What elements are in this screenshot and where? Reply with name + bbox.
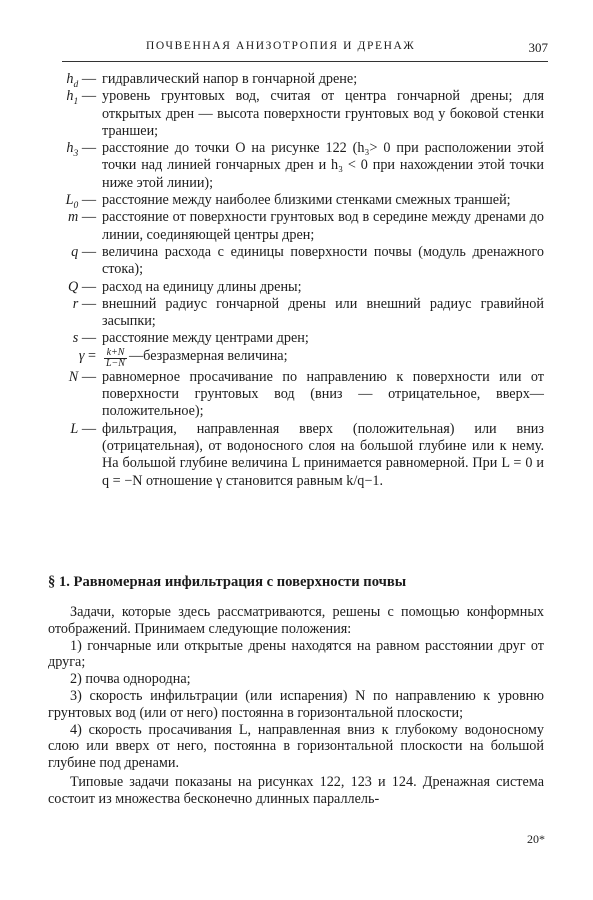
running-title: ПОЧВЕННАЯ АНИЗОТРОПИЯ И ДРЕНАЖ xyxy=(146,40,416,52)
definition-item xyxy=(44,140,544,192)
definition-item xyxy=(44,209,544,244)
definition-symbol: m — xyxy=(68,209,96,226)
definition-item xyxy=(44,296,544,331)
definition-text: уровень грунтовых вод, считая от центра гончарной дрены; для открытых дрен — высота поверхности грунтовых вод у боковой стенки траншеи; xyxy=(102,88,544,139)
definition-item xyxy=(44,71,544,88)
definition-symbol: r — xyxy=(72,295,96,312)
notation-list xyxy=(44,71,544,490)
definition-text: —безразмерная величина; xyxy=(128,347,288,364)
definition-item xyxy=(44,348,544,369)
definition-symbol: $h_3$ — xyxy=(66,140,96,160)
list-item: 1) гончарные или открытые дрены находятся на равном расстоянии друг от друга; xyxy=(48,637,544,671)
definition-item xyxy=(44,421,544,490)
definition-item xyxy=(44,330,544,347)
definition-item xyxy=(44,369,544,421)
definition-text: расстояние между центрами дрен; xyxy=(102,330,309,347)
definition-symbol: γ = xyxy=(78,347,96,364)
definition-text: расстояние до точки O на рисунке 122 (h₃> 0 при расположении этой точки над линией гончарных дрен и h₃ < 0 при нахождении этой точки ниже этой линии); xyxy=(102,140,544,191)
definition-symbol: N — xyxy=(68,368,96,385)
definition-symbol: q — xyxy=(71,243,96,260)
header-rule xyxy=(62,61,548,62)
section-heading: § 1. Равномерная инфильтрация с поверхности почвы xyxy=(48,574,407,590)
definition-text: внешний радиус гончарной дрены или внешний радиус гравийной засыпки; xyxy=(102,295,544,330)
running-head xyxy=(62,40,548,56)
definition-symbol: s — xyxy=(72,330,96,347)
definition-symbol: $L_0$ — xyxy=(65,192,96,211)
definition-item xyxy=(44,88,544,140)
body-text xyxy=(48,604,544,808)
definition-text: расстояние от поверхности грунтовых вод в середине между дренами до линии, соединяющей центры дрен; xyxy=(102,209,544,243)
list-item: 4) скорость просачивания L, направленная вниз к глубокому водоносному слою или вверх от него, постоянна в горизонтальной плоскости на большой глубине под дренами. xyxy=(48,721,544,772)
fraction: $\frac{k+N}{L-N}$ xyxy=(106,346,125,369)
definition-symbol: $h_d$ — xyxy=(66,71,96,90)
definition-item xyxy=(44,244,544,279)
signature-mark: 20* xyxy=(527,832,545,846)
definition-text: равномерное просачивание по направлению к поверхности или от поверхности грунтовых вод (вниз — отрицательное, вверх—положительное); xyxy=(102,368,544,420)
definition-text: гидравлический напор в гончарной дрене; xyxy=(102,71,358,87)
list-item: 3) скорость инфильтрации (или испарения) N по направлению к уровню грунтовых вод (или от него) постоянна в горизонтальной плоскости; xyxy=(48,687,544,721)
page-number: 307 xyxy=(528,40,548,55)
definition-symbol: L — xyxy=(70,420,96,437)
definition-symbol: $h_1$ — xyxy=(66,88,96,108)
definition-item xyxy=(44,279,544,296)
paragraph: Задачи, которые здесь рассматриваются, решены с помощью конформных отображений. Принимаем следующие положения: xyxy=(48,604,544,637)
paragraph: Типовые задачи показаны на рисунках 122, 123 и 124. Дренажная система состоит из множества бесконечно длинных параллель- xyxy=(48,773,544,807)
definition-text: фильтрация, направленная вверх (положительная) или вниз (отрицательная), от водоносного слоя на большой глубине или к нему. На большой глубине величина L принимается равномерной. При L = 0 и q = −N отношение γ становится равным k/q−1. xyxy=(102,420,544,489)
definition-text: величина расхода с единицы поверхности почвы (модуль дренажного стока); xyxy=(102,243,544,278)
definition-item xyxy=(44,192,544,209)
definition-text: расход на единицу длины дрены; xyxy=(102,278,302,295)
definition-symbol: Q — xyxy=(68,278,96,295)
list-item: 2) почва однородна; xyxy=(70,671,191,688)
definition-text: расстояние между наиболее близкими стенками смежных траншей; xyxy=(102,192,511,209)
